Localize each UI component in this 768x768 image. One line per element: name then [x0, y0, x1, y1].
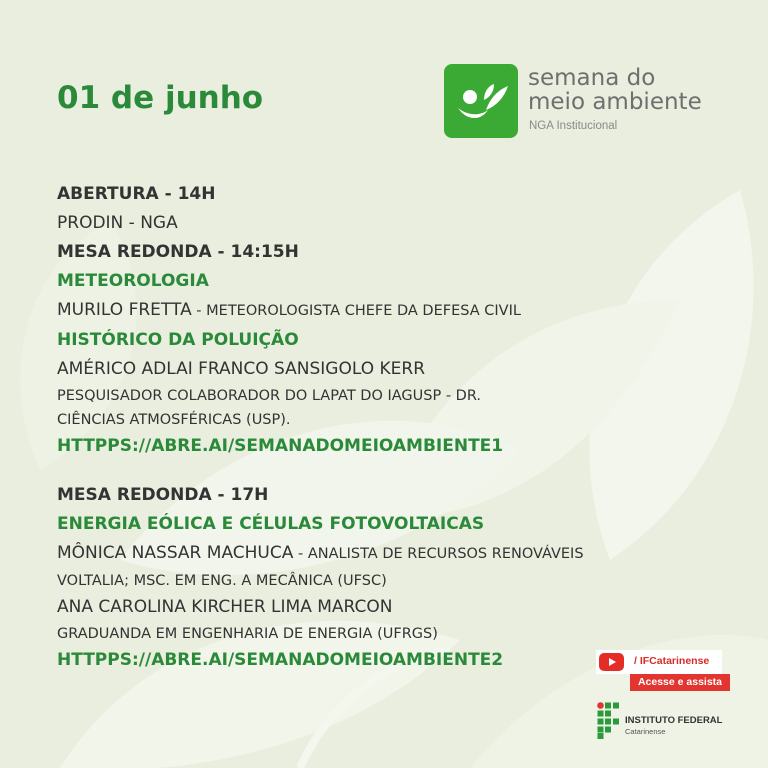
- logo-title-line1: semana do: [528, 65, 656, 91]
- topic-pollution-history: HISTÓRICO DA POLUIÇÃO: [57, 330, 299, 350]
- speaker3-name: MÔNICA NASSAR MACHUCA: [57, 543, 294, 563]
- link-session1[interactable]: HTTPPS://ABRE.AI/SEMANADOMEIOAMBIENTE1: [57, 436, 504, 456]
- youtube-channel-badge[interactable]: [596, 650, 732, 692]
- institution-name: INSTITUTO FEDERAL: [625, 715, 723, 726]
- speaker3-role-line2: VOLTALIA; MSC. EM ENG. A MECÂNICA (UFSC): [57, 573, 387, 589]
- speaker3: [57, 539, 757, 569]
- speaker3-role: - ANALISTA DE RECURSOS RENOVÁVEIS: [293, 546, 584, 562]
- link-session2[interactable]: HTTPPS://ABRE.AI/SEMANADOMEIOAMBIENTE2: [57, 650, 504, 670]
- youtube-handle: / IFCatarinense: [634, 655, 710, 667]
- panel2-title: MESA REDONDA - 17H: [57, 485, 269, 505]
- logo-subtitle: NGA Institucional: [529, 120, 618, 132]
- speaker2-role-line1: PESQUISADOR COLABORADOR DO LAPAT DO IAGUSP - DR.: [57, 388, 482, 404]
- speaker4-name: ANA CAROLINA KIRCHER LIMA MARCON: [57, 597, 393, 617]
- event-date: 01 de junho: [57, 80, 264, 116]
- youtube-play-icon: [599, 653, 624, 671]
- panel1-title: MESA REDONDA - 14:15H: [57, 242, 299, 262]
- watch-cta-button[interactable]: Acesse e assista: [630, 674, 730, 691]
- institute-grid-icon: [597, 702, 620, 739]
- schedule: [57, 180, 757, 675]
- speaker1: [57, 296, 757, 326]
- logo-title-line2: meio ambiente: [528, 89, 702, 115]
- speaker2-role-line2: CIÊNCIAS ATMOSFÉRICAS (USP).: [57, 412, 291, 428]
- opening-organizer: PRODIN - NGA: [57, 213, 178, 233]
- speaker4-role: GRADUANDA EM ENGENHARIA DE ENERGIA (UFRGS): [57, 626, 438, 642]
- topic-meteorology: METEOROLOGIA: [57, 271, 209, 291]
- opening-title: ABERTURA - 14H: [57, 184, 216, 204]
- seedling-logo-icon: [444, 64, 518, 138]
- speaker1-name: MURILO FRETTA: [57, 300, 192, 320]
- institution-campus: Catarinense: [625, 727, 666, 736]
- institution-logo: [597, 702, 737, 742]
- topic-energy: ENERGIA EÓLICA E CÉLULAS FOTOVOLTAICAS: [57, 514, 485, 534]
- youtube-handle-box: [596, 650, 722, 674]
- speaker1-role: - METEOROLOGISTA CHEFE DA DEFESA CIVIL: [191, 303, 521, 319]
- event-logo: [444, 64, 744, 144]
- speaker2-name: AMÉRICO ADLAI FRANCO SANSIGOLO KERR: [57, 359, 426, 379]
